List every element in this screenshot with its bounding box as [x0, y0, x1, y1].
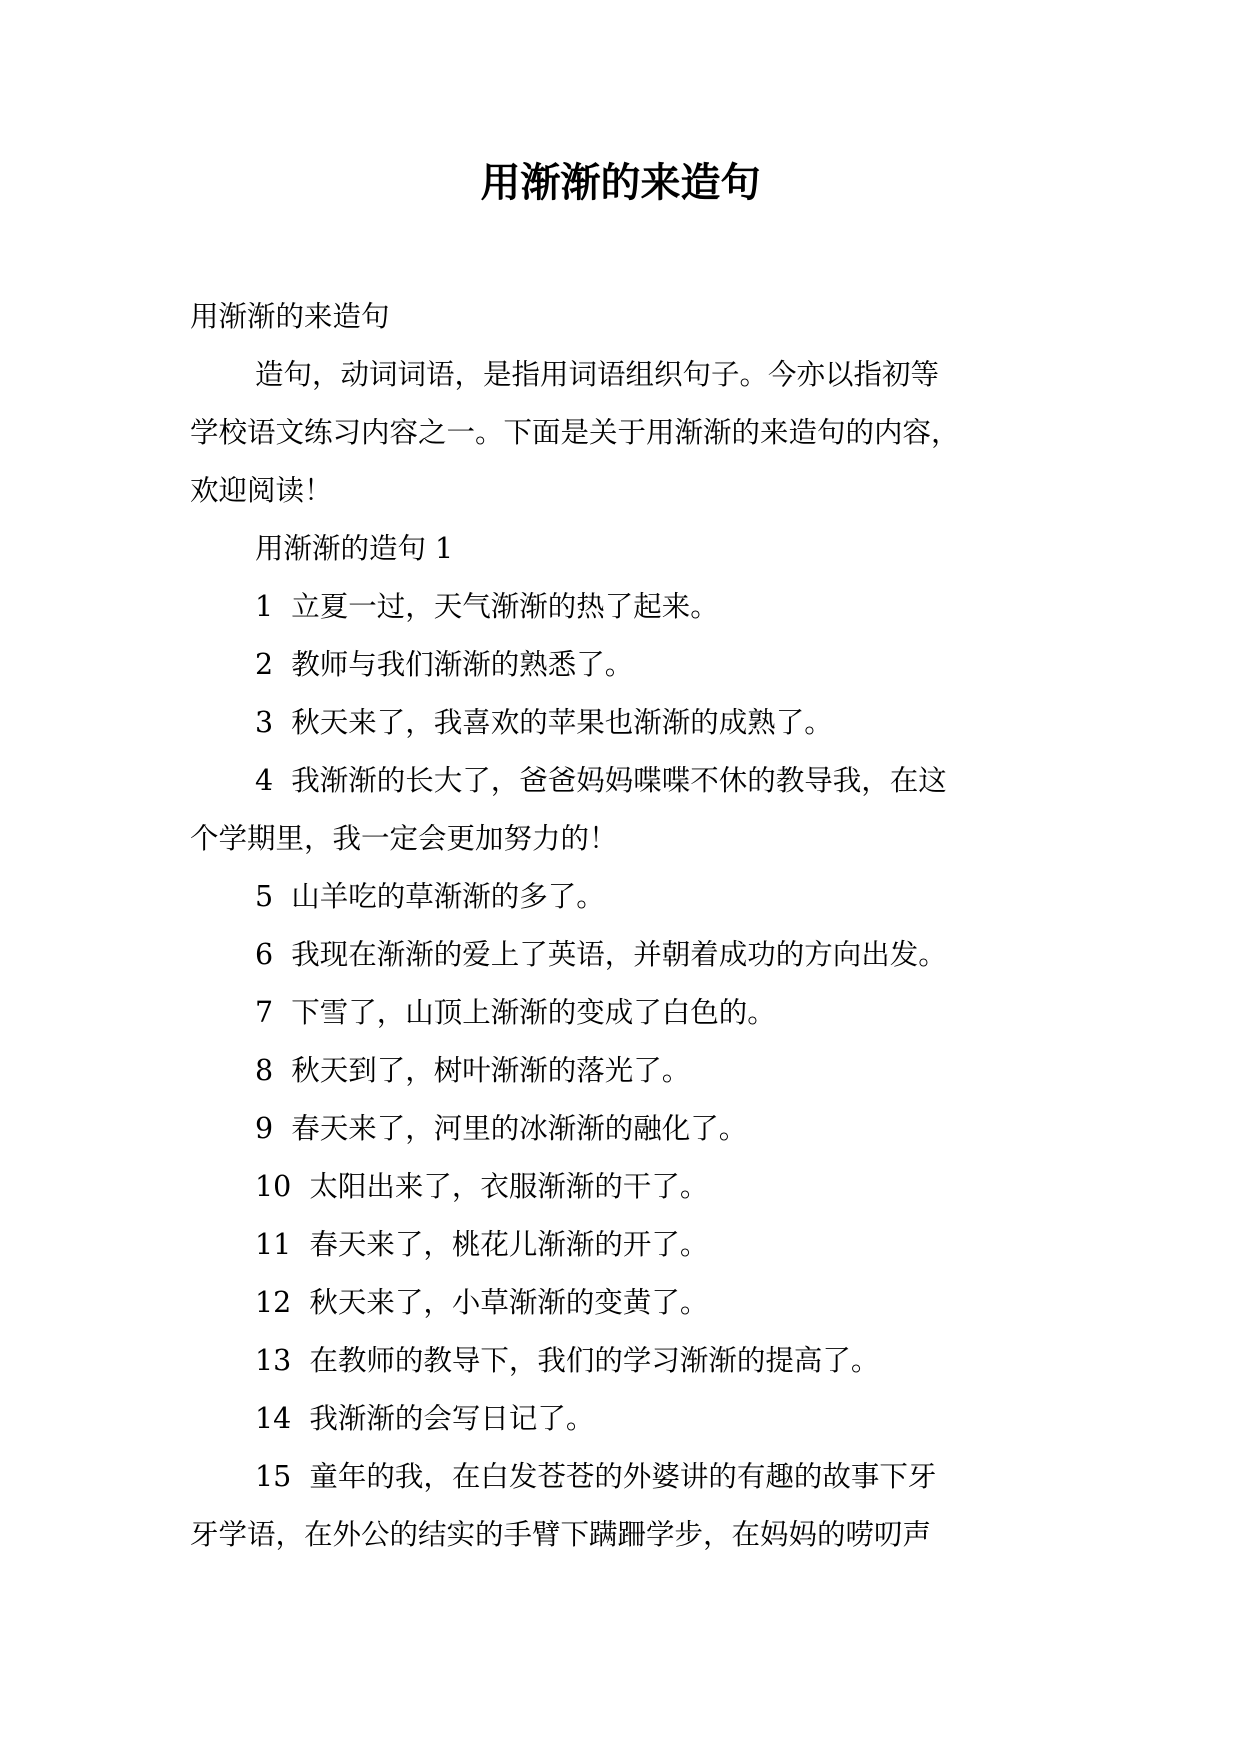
document-body [190, 288, 1070, 1564]
text-line: 学校语文练习内容之一。下面是关于用渐渐的来造句的内容， [190, 416, 960, 449]
document-title: 用渐渐的来造句 [480, 160, 761, 206]
text-line: 4 我渐渐的长大了，爸爸妈妈喋喋不休的教导我，在这 [255, 764, 947, 797]
text-line: 7 下雪了，山顶上渐渐的变成了白色的。 [255, 996, 776, 1029]
text-line: 11 春天来了，桃花儿渐渐的开了。 [255, 1228, 709, 1261]
text-line: 13 在教师的教导下，我们的学习渐渐的提高了。 [255, 1344, 880, 1377]
text-line: 15 童年的我，在白发苍苍的外婆讲的有趣的故事下牙 [255, 1460, 937, 1493]
text-line: 6 我现在渐渐的爱上了英语，并朝着成功的方向出发。 [255, 938, 947, 971]
text-line: 8 秋天到了，树叶渐渐的落光了。 [255, 1054, 691, 1087]
text-line: 造句，动词词语，是指用词语组织句子。今亦以指初等 [255, 358, 940, 391]
text-line: 12 秋天来了，小草渐渐的变黄了。 [255, 1286, 709, 1319]
text-line: 欢迎阅读！ [190, 474, 333, 507]
text-line: 14 我渐渐的会写日记了。 [255, 1402, 595, 1435]
text-line: 1 立夏一过，天气渐渐的热了起来。 [255, 590, 719, 623]
text-line: 2 教师与我们渐渐的熟悉了。 [255, 648, 634, 681]
text-line: 3 秋天来了，我喜欢的苹果也渐渐的成熟了。 [255, 706, 833, 739]
text-line: 9 春天来了，河里的冰渐渐的融化了。 [255, 1112, 748, 1145]
text-line: 个学期里，我一定会更加努力的！ [190, 822, 618, 855]
text-line: 10 太阳出来了，衣服渐渐的干了。 [255, 1170, 709, 1203]
text-line: 牙学语，在外公的结实的手臂下蹒跚学步，在妈妈的唠叨声 [190, 1518, 932, 1551]
text-line: 用渐渐的造句 1 [255, 532, 454, 565]
text-line: 用渐渐的来造句 [190, 300, 390, 333]
text-line: 5 山羊吃的草渐渐的多了。 [255, 880, 605, 913]
